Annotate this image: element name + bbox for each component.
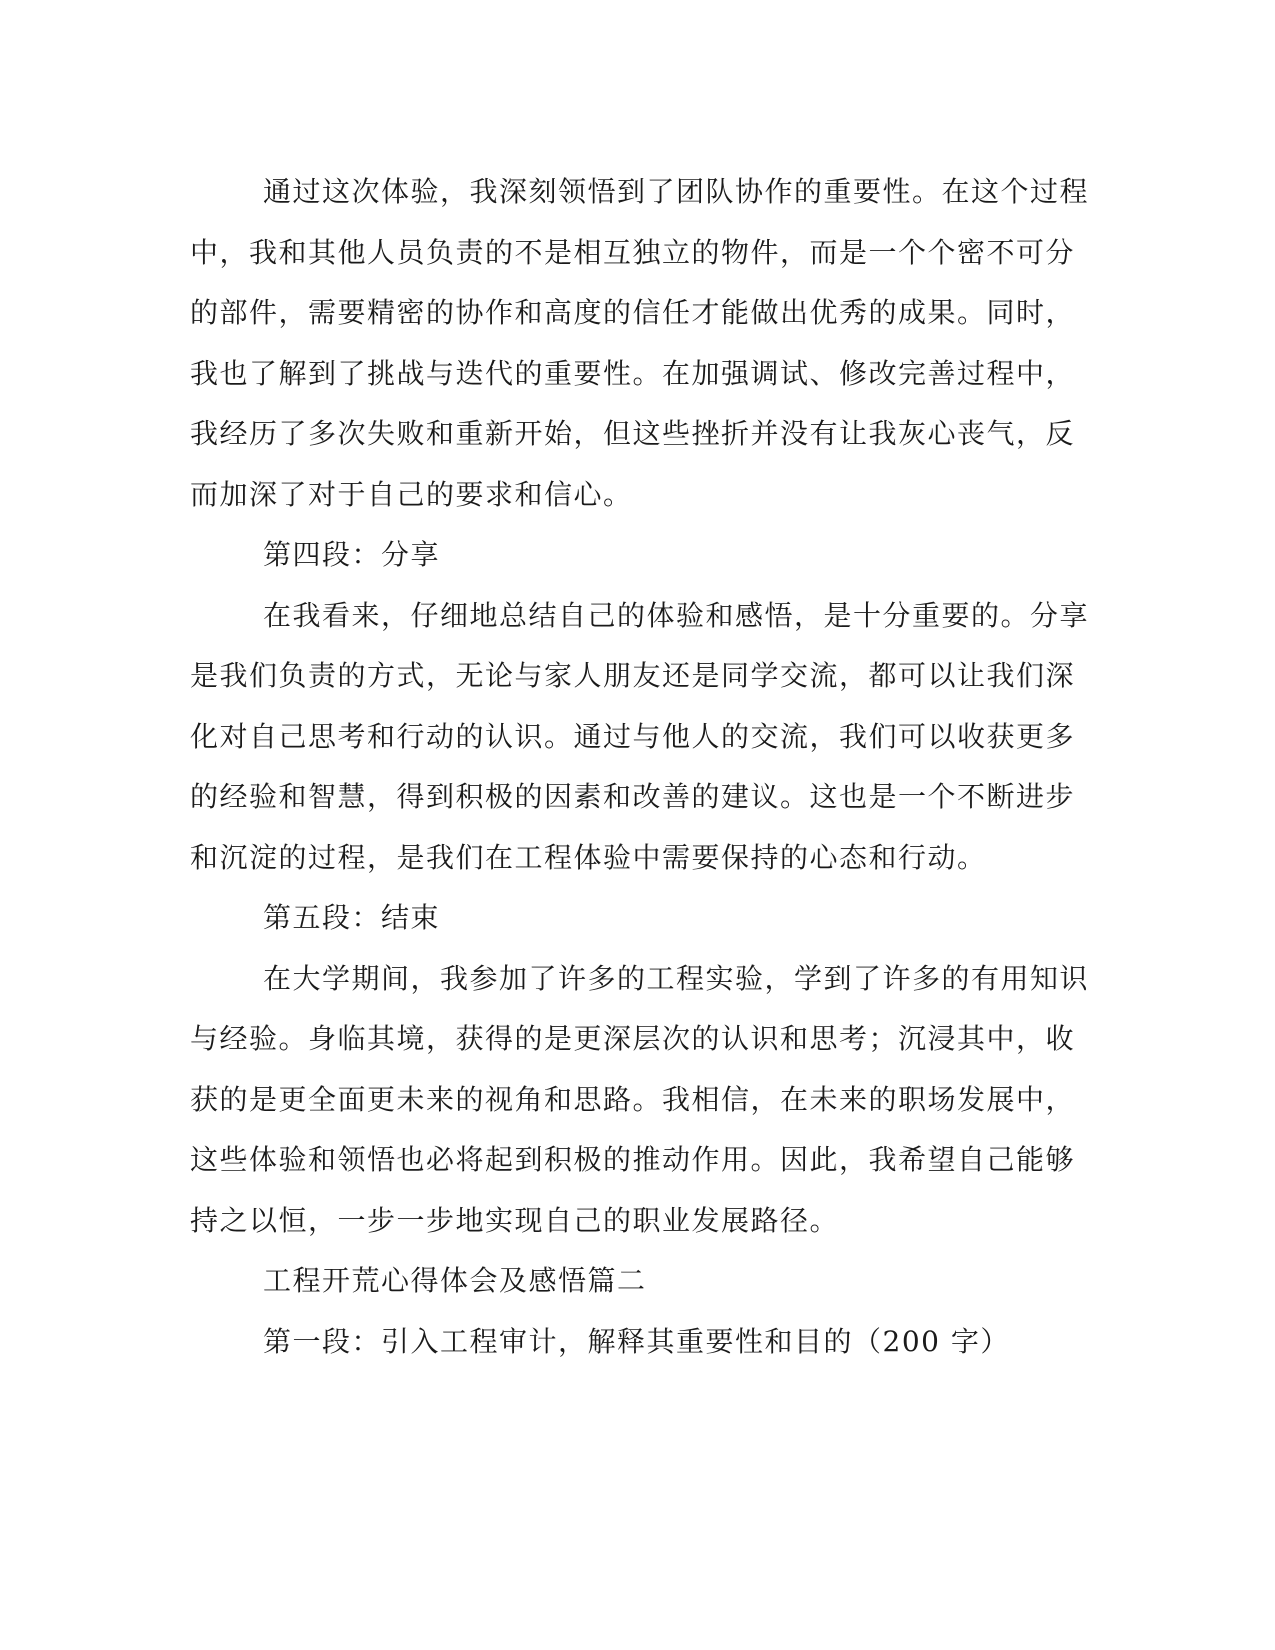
paragraph-line: 这些体验和领悟也必将起到积极的推动作用。因此，我希望自己能够: [190, 1143, 1076, 1176]
paragraph-line: 和沉淀的过程，是我们在工程体验中需要保持的心态和行动。: [190, 840, 987, 874]
paragraph-line: 在我看来，仔细地总结自己的体验和感悟，是十分重要的。分享: [263, 598, 1090, 632]
paragraph-line: 的经验和智慧，得到积极的因素和改善的建议。这也是一个不断进步: [190, 780, 1076, 813]
section-heading: 第四段：分享: [263, 538, 441, 571]
paragraph-line: 获的是更全面更未来的视角和思路。我相信，在未来的职场发展中，: [190, 1082, 1076, 1116]
section-heading: 第一段：引入工程审计，解释其重要性和目的（200 字）: [263, 1324, 1010, 1358]
paragraph-line: 我经历了多次失败和重新开始，但这些挫折并没有让我灰心丧气，反: [190, 417, 1076, 450]
paragraph-line: 与经验。身临其境，获得的是更深层次的认识和思考；沉浸其中，收: [190, 1022, 1076, 1055]
paragraph-line: 我也了解到了挑战与迭代的重要性。在加强调试、修改完善过程中，: [190, 356, 1076, 390]
paragraph-line: 是我们负责的方式，无论与家人朋友还是同学交流，都可以让我们深: [190, 659, 1076, 692]
paragraph-line: 的部件，需要精密的协作和高度的信任才能做出优秀的成果。同时，: [190, 296, 1076, 329]
paragraph-line: 通过这次体验，我深刻领悟到了团队协作的重要性。在这个过程: [263, 175, 1090, 208]
paragraph-line: 中，我和其他人员负责的不是相互独立的物件，而是一个个密不可分: [190, 235, 1076, 269]
paragraph-line: 在大学期间，我参加了许多的工程实验，学到了许多的有用知识: [263, 961, 1090, 995]
paragraph-line: 持之以恒，一步一步地实现自己的职业发展路径。: [190, 1203, 840, 1237]
paragraph-line: 而加深了对于自己的要求和信心。: [190, 477, 633, 511]
document-body: [190, 162, 1090, 1372]
article-title: 工程开荒心得体会及感悟篇二: [263, 1264, 647, 1297]
paragraph-line: 化对自己思考和行动的认识。通过与他人的交流，我们可以收获更多: [190, 719, 1076, 753]
section-heading: 第五段：结束: [263, 901, 441, 934]
